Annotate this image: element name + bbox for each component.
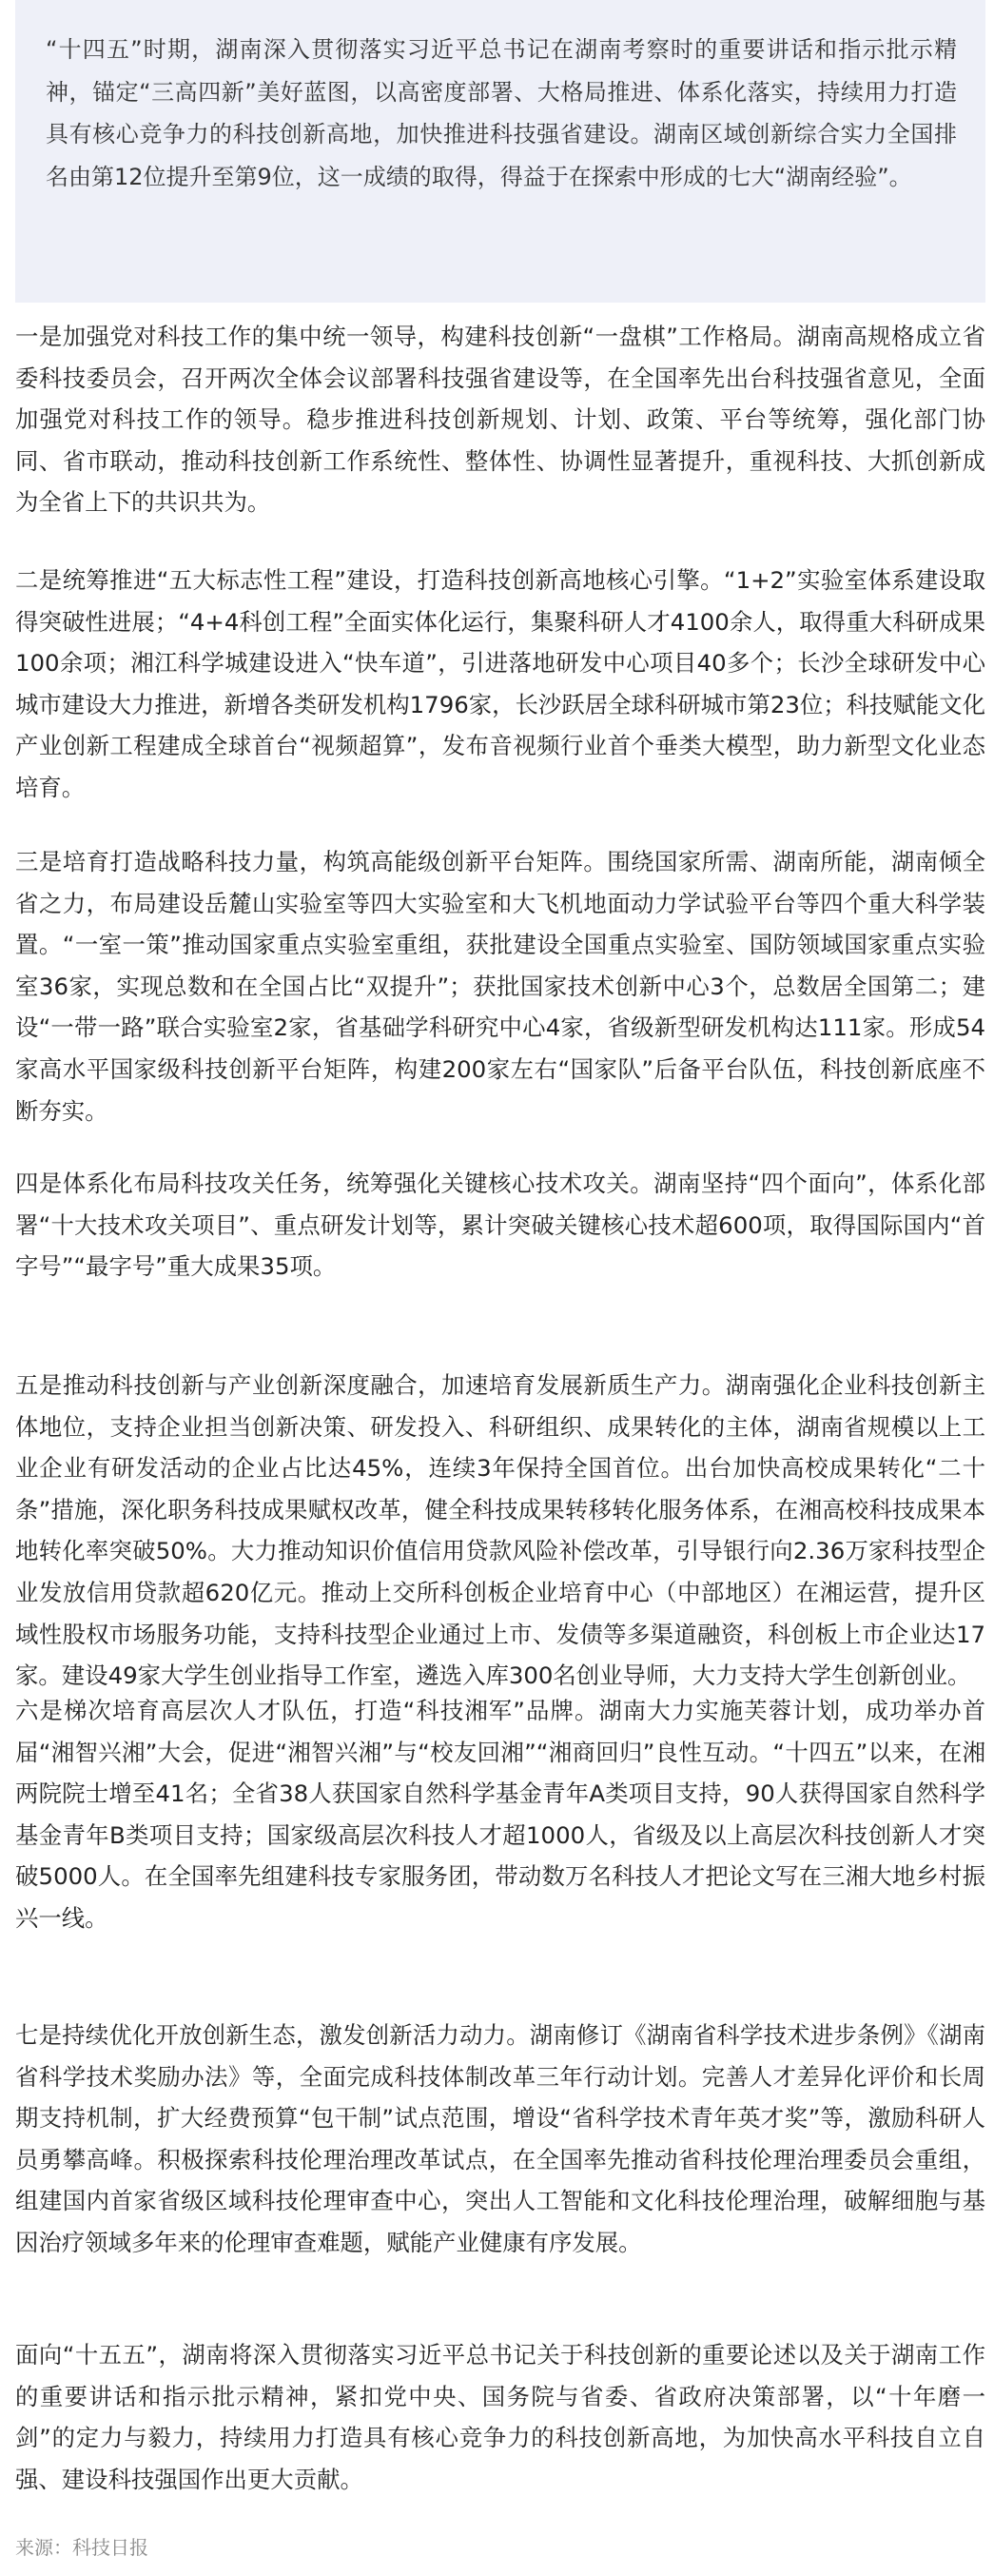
summary-box [15, 0, 985, 303]
paragraph-6: 六是梯次培育高层次人才队伍，打造“科技湘军”品牌。湖南大力实施芙蓉计划，成功举办首届“湘智兴湘”大会，促进“湘智兴湘”与“校友回湘”“湘商回归”良性互动。“十四五”以来，在湘两院院士增至41名；全省38人获国家自然科学基金青年A类项目支持，90人获得国家自然科学基金青年B类项目支持；国家级高层次科技人才超1000人，省级及以上高层次科技创新人才突破5000人。在全国率先组建科技专家服务团，带动数万名科技人才把论文写在三湘大地乡村振兴一线。 [15, 1697, 985, 1932]
source-credit: 来源：科技日报 [15, 2536, 148, 2559]
paragraph-7: 七是持续优化开放创新生态，激发创新活力动力。湖南修订《湖南省科学技术进步条例》《湖南省科学技术奖励办法》等，全面完成科技体制改革三年行动计划。完善人才差异化评价和长周期支持机制，扩大经费预算“包干制”试点范围，增设“省科学技术青年英才奖”等，激励科研人员勇攀高峰。积极探索科技伦理治理改革试点，在全国率先推动省科技伦理治理委员会重组，组建国内首家省级区域科技伦理审查中心，突出人工智能和文化科技伦理治理，破解细胞与基因治疗领域多年来的伦理审查难题，赋能产业健康有序发展。 [15, 2021, 985, 2256]
paragraph-8: 面向“十五五”，湖南将深入贯彻落实习近平总书记关于科技创新的重要论述以及关于湖南工作的重要讲话和指示批示精神，紧扣党中央、国务院与省委、省政府决策部署，以“十年磨一剑”的定力与毅力，持续用力打造具有核心竞争力的科技创新高地，为加快高水平科技自立自强、建设科技强国作出更大贡献。 [15, 2341, 985, 2493]
paragraph-5: 五是推动科技创新与产业创新深度融合，加速培育发展新质生产力。湖南强化企业科技创新主体地位，支持企业担当创新决策、研发投入、科研组织、成果转化的主体，湖南省规模以上工业企业有研发活动的企业占比达45%，连续3年保持全国首位。出台加快高校成果转化“二十条”措施，深化职务科技成果赋权改革，健全科技成果转移转化服务体系，在湘高校科技成果本地转化率突破50%。大力推动知识价值信用贷款风险补偿改革，引导银行向2.36万家科技型企业发放信用贷款超620亿元。推动上交所科创板企业培育中心（中部地区）在湘运营，提升区域性股权市场服务功能，支持科技型企业通过上市、发债等多渠道融资，科创板上市企业达17家。建设49家大学生创业指导工作室，遴选入库300名创业导师，大力支持大学生创新创业。 [15, 1371, 985, 1690]
paragraph-3: 三是培育打造战略科技力量，构筑高能级创新平台矩阵。围绕国家所需、湖南所能，湖南倾全省之力，布局建设岳麓山实验室等四大实验室和大飞机地面动力学试验平台等四个重大科学装置。“一室一策”推动国家重点实验室重组，获批建设全国重点实验室、国防领域国家重点实验室36家，实现总数和在全国占比“双提升”；获批国家技术创新中心3个，总数居全国第二；建设“一带一路”联合实验室2家，省基础学科研究中心4家，省级新型研发机构达111家。形成54家高水平国家级科技创新平台矩阵，构建200家左右“国家队”后备平台队伍，科技创新底座不断夯实。 [15, 848, 985, 1125]
paragraph-4: 四是体系化布局科技攻关任务，统筹强化关键核心技术攻关。湖南坚持“四个面向”，体系化部署“十大技术攻关项目”、重点研发计划等，累计突破关键核心技术超600项，取得国际国内“首字号”“最字号”重大成果35项。 [15, 1170, 985, 1281]
paragraph-2: 二是统筹推进“五大标志性工程”建设，打造科技创新高地核心引擎。“1+2”实验室体系建设取得突破性进展；“4+4科创工程”全面实体化运行，集聚科研人才4100余人，取得重大科研成果100余项；湘江科学城建设进入“快车道”，引进落地研发中心项目40多个；长沙全球研发中心城市建设大力推进，新增各类研发机构1796家，长沙跃居全球科研城市第23位；科技赋能文化产业创新工程建成全球首台“视频超算”，发布音视频行业首个垂类大模型，助力新型文化业态培育。 [15, 566, 985, 801]
summary-text: “十四五”时期，湖南深入贯彻落实习近平总书记在湖南考察时的重要讲话和指示批示精神，锚定“三高四新”美好蓝图，以高密度部署、大格局推进、体系化落实，持续用力打造具有核心竞争力的科技创新高地，加快推进科技强省建设。湖南区域创新综合实力全国排名由第12位提升至第9位，这一成绩的取得，得益于在探索中形成的七大“湖南经验”。 [46, 36, 957, 190]
paragraph-1: 一是加强党对科技工作的集中统一领导，构建科技创新“一盘棋”工作格局。湖南高规格成立省委科技委员会，召开两次全体会议部署科技强省建设等，在全国率先出台科技强省意见，全面加强党对科技工作的领导。稳步推进科技创新规划、计划、政策、平台等统筹，强化部门协同、省市联动，推动科技创新工作系统性、整体性、协调性显著提升，重视科技、大抓创新成为全省上下的共识共为。 [15, 323, 985, 517]
